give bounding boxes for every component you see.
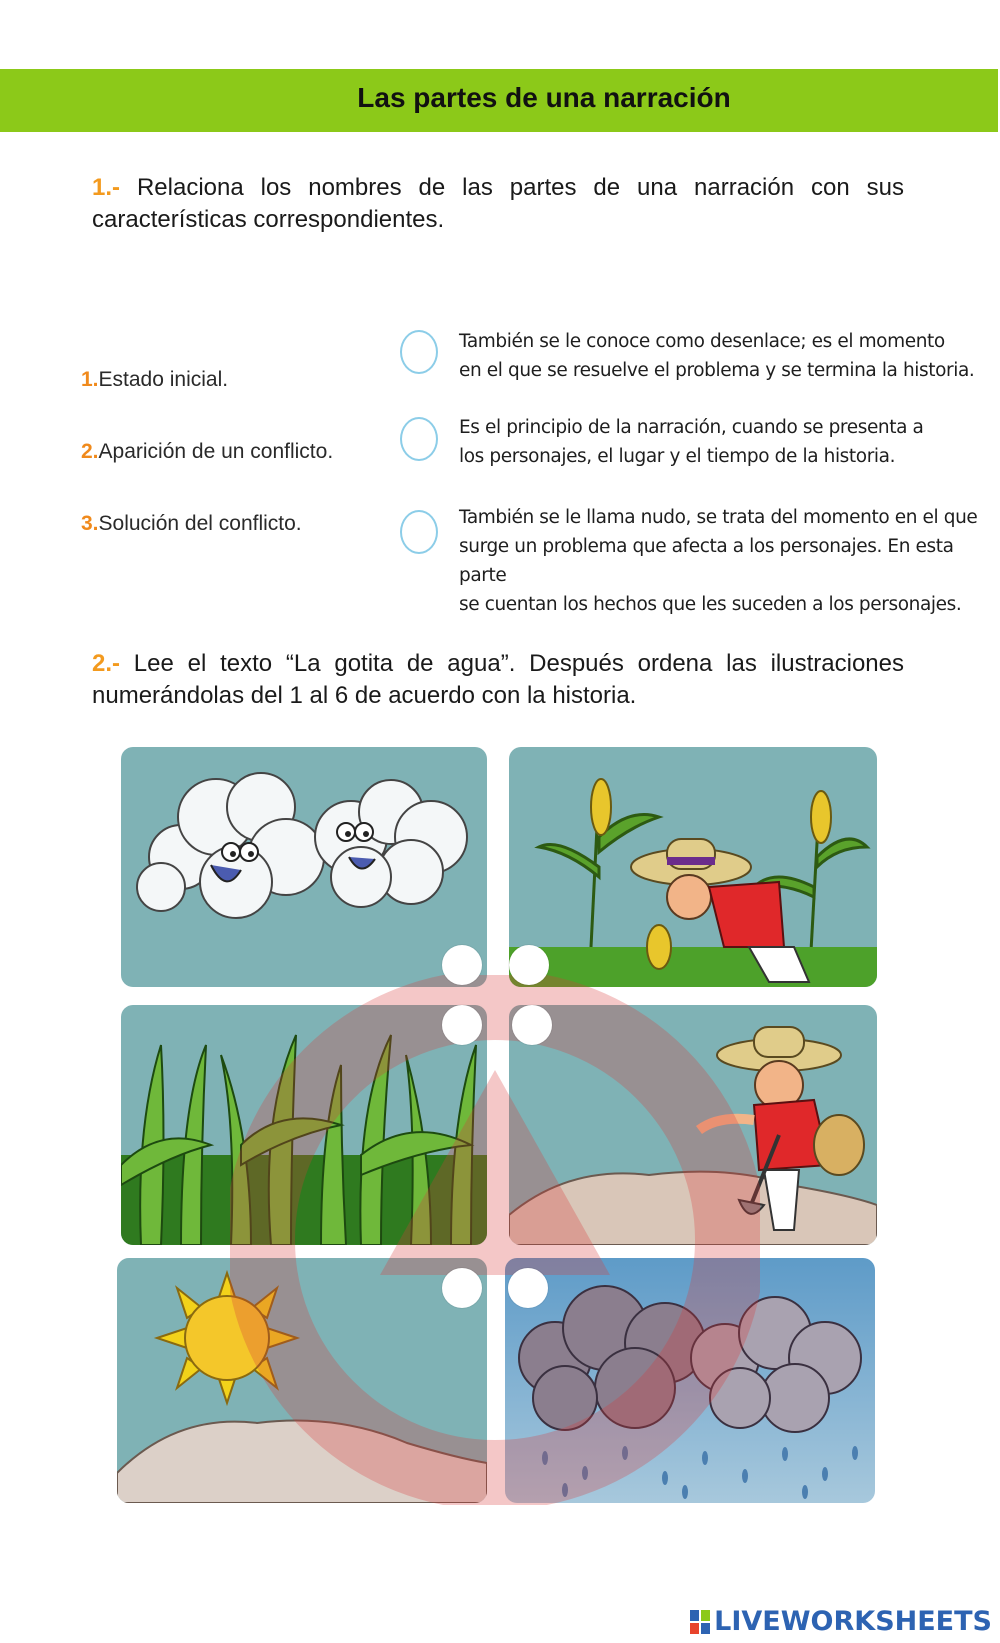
rain-clouds-icon: [505, 1258, 875, 1503]
farmer-harvest-icon: [509, 747, 877, 987]
number-dot-2[interactable]: [509, 945, 549, 985]
answer-circle-2[interactable]: [400, 417, 438, 461]
number-dot-1[interactable]: [442, 945, 482, 985]
footer-brand-text: LIVEWORKSHEETS: [714, 1606, 992, 1637]
description-3: También se le llama nudo, se trata del momento en el que surge un problema que afecta a los personajes. En esta parte se cuentan los hechos que les suceden a los personajes.: [459, 507, 978, 615]
answer-circle-1[interactable]: [400, 330, 438, 374]
number-dot-6[interactable]: [508, 1268, 548, 1308]
exercise-2-number: 2.-: [92, 650, 121, 677]
page-title: Las partes de una narración: [357, 82, 731, 113]
title-banner: [0, 69, 998, 132]
clouds-icon: [121, 747, 487, 987]
illustration-farmer-harvest: [509, 747, 877, 987]
answer-circle-3[interactable]: [400, 510, 438, 554]
sun-icon: [117, 1258, 487, 1503]
part-item-1: 1.Estado inicial.: [81, 368, 229, 391]
illustration-cornfield: [121, 1005, 487, 1245]
exercise-2-text: Lee el texto “La gotita de agua”. Después ordena las ilustraciones numerándolas del 1 al 6 de acuerdo con la historia.: [92, 650, 904, 709]
number-dot-3[interactable]: [442, 1005, 482, 1045]
part-label: Estado inicial.: [98, 368, 229, 391]
exercise-1-number: 1.-: [92, 174, 121, 201]
number-dot-5[interactable]: [442, 1268, 482, 1308]
cornfield-icon: [121, 1005, 487, 1245]
part-label: Solución del conflicto.: [98, 512, 302, 535]
farmer-sowing-icon: [509, 1005, 877, 1245]
exercise-1-instruction: [92, 172, 904, 236]
number-dot-4[interactable]: [512, 1005, 552, 1045]
part-item-2: 2.Aparición de un conflicto.: [81, 440, 334, 463]
footer-brand: [689, 1606, 992, 1637]
illustration-sun: [117, 1258, 487, 1503]
exercise-2-instruction: [92, 648, 904, 712]
illustration-rain-clouds: [505, 1258, 875, 1503]
exercise-1-text: Relaciona los nombres de las partes de una narración con sus características correspondientes.: [92, 174, 904, 233]
illustration-clouds: [121, 747, 487, 987]
part-item-3: 3.Solución del conflicto.: [81, 512, 302, 535]
illustration-farmer-sowing: [509, 1005, 877, 1245]
description-1: También se le conoce como desenlace; es el momento en el que se resuelve el problema y se termina la historia.: [459, 331, 975, 381]
description-2: Es el principio de la narración, cuando se presenta a los personajes, el lugar y el tiempo de la historia.: [459, 417, 924, 467]
part-label: Aparición de un conflicto.: [98, 440, 334, 463]
liveworksheets-logo-icon: [689, 1609, 711, 1635]
